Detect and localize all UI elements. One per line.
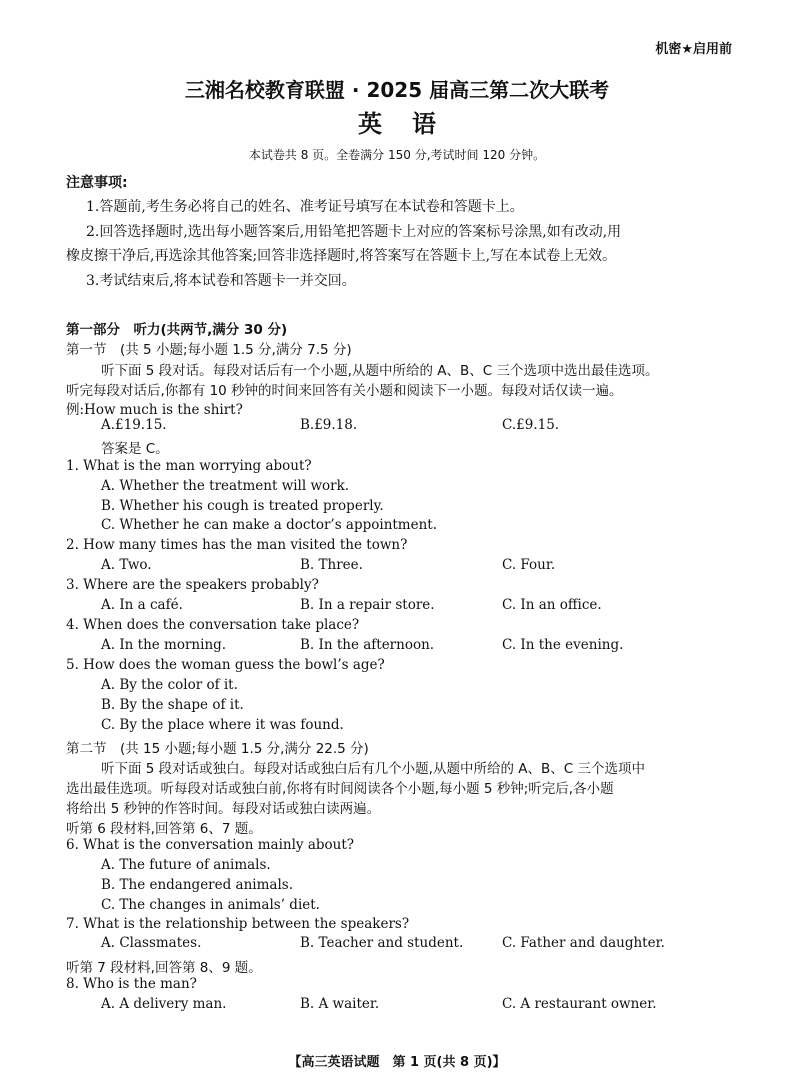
q6-option-c: C. The changes in animals’ diet. xyxy=(101,897,320,913)
q3-option-b: B. In a repair store. xyxy=(300,597,435,613)
section2-instruction-2: 选出最佳选项。听每段对话或独白前,你将有时间阅读各个小题,每小题 5 秒钟;听完后,各小题 xyxy=(66,781,614,797)
notice-heading: 注意事项: xyxy=(66,175,128,191)
notice-item-2-cont: 橡皮擦干净后,再选涂其他答案;回答非选择题时,将答案写在答题卡上,写在本试卷上无效。 xyxy=(66,248,617,264)
notice-item-2: 2.回答选择题时,选出每小题答案后,用铅笔把答题卡上对应的答案标号涂黑,如有改动,用 xyxy=(86,224,622,240)
q5-option-c: C. By the place where it was found. xyxy=(101,717,344,733)
q8-option-b: B. A waiter. xyxy=(300,996,380,1012)
q1-option-c: C. Whether he can make a doctor’s appointment. xyxy=(101,517,438,533)
notice-item-1: 1.答题前,考生务必将自己的姓名、准考证号填写在本试卷和答题卡上。 xyxy=(86,199,524,215)
q1-option-a: A. Whether the treatment will work. xyxy=(101,478,350,494)
question-2: 2. How many times has the man visited the town? xyxy=(66,537,408,553)
exam-meta: 本试卷共 8 页。全卷满分 150 分,考试时间 120 分钟。 xyxy=(248,148,546,162)
part1-heading: 第一部分 听力(共两节,满分 30 分) xyxy=(66,322,288,338)
example-question: 例:How much is the shirt? xyxy=(66,402,243,418)
section2-instruction-3: 将给出 5 秒钟的作答时间。每段对话或独白读两遍。 xyxy=(66,801,381,817)
question-1: 1. What is the man worrying about? xyxy=(66,458,312,474)
q5-option-a: A. By the color of it. xyxy=(101,677,238,693)
question-4: 4. When does the conversation take place? xyxy=(66,617,360,633)
material-6-note: 听第 6 段材料,回答第 6、7 题。 xyxy=(66,821,262,837)
example-answer: 答案是 C。 xyxy=(101,441,169,457)
subject-title: 英语 xyxy=(358,110,466,138)
exam-title: 三湘名校教育联盟 · 2025 届高三第二次大联考 xyxy=(184,78,610,102)
q7-option-b: B. Teacher and student. xyxy=(300,935,464,951)
page-footer: 【高三英语试题 第 1 页(共 8 页)】 xyxy=(288,1055,506,1070)
q4-option-c: C. In the evening. xyxy=(502,637,624,653)
q8-option-c: C. A restaurant owner. xyxy=(502,996,657,1012)
material-7-note: 听第 7 段材料,回答第 8、9 题。 xyxy=(66,960,262,976)
confidential-label: 机密★启用前 xyxy=(655,42,732,57)
example-option-c: C.£9.15. xyxy=(502,417,560,433)
q3-option-a: A. In a café. xyxy=(101,597,183,613)
section2-heading: 第二节 (共 15 小题;每小题 1.5 分,满分 22.5 分) xyxy=(66,741,369,757)
section2-instruction-1: 听下面 5 段对话或独白。每段对话或独白后有几个小题,从题中所给的 A、B、C 三个选项中 xyxy=(101,761,645,777)
example-option-b: B.£9.18. xyxy=(300,417,358,433)
question-7: 7. What is the relationship between the speakers? xyxy=(66,916,410,932)
example-option-a: A.£19.15. xyxy=(101,417,167,433)
q2-option-a: A. Two. xyxy=(101,557,152,573)
section1-instruction-1: 听下面 5 段对话。每段对话后有一个小题,从题中所给的 A、B、C 三个选项中选出最佳选项。 xyxy=(101,363,659,379)
q1-option-b: B. Whether his cough is treated properly. xyxy=(101,498,384,514)
section1-heading: 第一节 (共 5 小题;每小题 1.5 分,满分 7.5 分) xyxy=(66,342,352,358)
question-6: 6. What is the conversation mainly about? xyxy=(66,837,355,853)
q2-option-c: C. Four. xyxy=(502,557,556,573)
q7-option-c: C. Father and daughter. xyxy=(502,935,665,951)
q5-option-b: B. By the shape of it. xyxy=(101,697,244,713)
q6-option-b: B. The endangered animals. xyxy=(101,877,294,893)
q2-option-b: B. Three. xyxy=(300,557,363,573)
q8-option-a: A. A delivery man. xyxy=(101,996,227,1012)
section1-instruction-2: 听完每段对话后,你都有 10 秒钟的时间来回答有关小题和阅读下一小题。每段对话仅读一遍。 xyxy=(66,383,623,399)
question-8: 8. Who is the man? xyxy=(66,976,197,992)
notice-item-3: 3.考试结束后,将本试卷和答题卡一并交回。 xyxy=(86,273,356,289)
question-5: 5. How does the woman guess the bowl’s age? xyxy=(66,657,385,673)
q6-option-a: A. The future of animals. xyxy=(101,857,271,873)
question-3: 3. Where are the speakers probably? xyxy=(66,577,319,593)
q3-option-c: C. In an office. xyxy=(502,597,602,613)
q4-option-b: B. In the afternoon. xyxy=(300,637,435,653)
q4-option-a: A. In the morning. xyxy=(101,637,227,653)
q7-option-a: A. Classmates. xyxy=(101,935,202,951)
